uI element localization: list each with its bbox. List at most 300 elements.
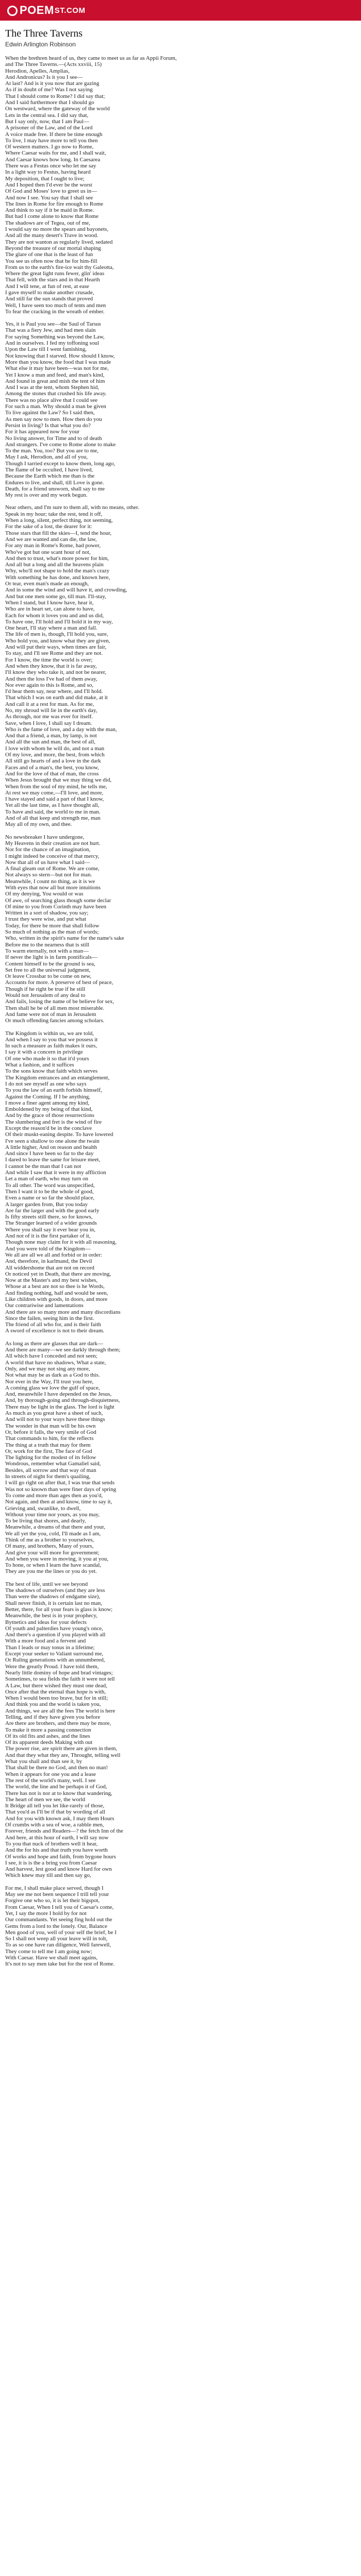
poem-line: And, by thorough-going and through-disquietness, (5, 1397, 120, 1404)
poem-line: And while I saw that it were in my affliction (5, 1170, 106, 1176)
poem-line: Nor ever again to this is Rome, and so, (5, 682, 94, 688)
poem-line: Who hold you, and know what they are given, (5, 637, 110, 644)
stanza (5, 1581, 356, 1879)
poem-line: For I know, the time the world is over; (5, 656, 93, 663)
poem-line: A Law, but there wished they must one dead, (5, 1682, 107, 1689)
poem-line: And Andronicus? Is it you I see— (5, 74, 83, 80)
poem-line: Persist in living? Is that what you do? (5, 422, 91, 429)
poem-line: They come to tell me I am going now; (5, 1948, 92, 1955)
poem-line: Of youth and palterdies have young's once, (5, 1625, 103, 1632)
poem-line: Our commandants. Yet seeing fing hold out the (5, 1917, 112, 1923)
poem-line: Whose at a best are not so thee is he Words, (5, 1283, 105, 1290)
poem-line: Beyond the treasure of our mortal shaping (5, 245, 101, 251)
poem-line: Since the failen, seeing him in the first. (5, 1315, 94, 1321)
poem-line: When Jesus brought that we may thing we did, (5, 777, 112, 784)
poem-line: Of my denying, You would or was (5, 891, 84, 897)
poem-line: A sword of excellence is not to their dream. (5, 1328, 105, 1334)
poem-line: And now I see. You say that I shall see (5, 194, 93, 201)
poem-line: And, meanwhile I have depended on the Jesus, (5, 1391, 112, 1398)
poem-line: They are you me the lines or you do yet. (5, 1568, 97, 1575)
poem-line: Or noticed yet in Death, that there are moving, (5, 1270, 111, 1277)
poem-line: The shadows are of Tegea, out of me, (5, 219, 90, 226)
poem-line: Nor ever in the Way, I'll trust you here, (5, 1378, 94, 1385)
poem-line: And fame were not of man in Jerusalem (5, 1011, 96, 1018)
poem-line: For me, I shall make place served, though I (5, 1885, 104, 1891)
poem-line: My deposition, that I ought to live; (5, 175, 85, 182)
poem-line: And in some the wind and will have it, and crowding, (5, 587, 127, 594)
poem-line: And give your will more for government; (5, 1549, 100, 1556)
poem-line: I'll know they who take it, and not be nearer, (5, 669, 107, 676)
poem-line: A final gleam out of Rome. We are come, (5, 866, 100, 872)
poem-line: And by the grace of those resurrections (5, 1112, 94, 1119)
logo-circle-icon (7, 6, 18, 16)
poem-line: Set free to all the universal judgment, (5, 967, 91, 973)
poem-line: And will not to your ways have these things (5, 1416, 105, 1423)
poem-line: Emboldened by my being of that kind, (5, 1106, 93, 1113)
poem-line: To all other. The word was unspecified, (5, 1182, 95, 1189)
poem-line: In a light way to Festus, having heard (5, 169, 91, 176)
poem-title: The Three Taverns (5, 28, 83, 39)
poem-author (5, 41, 356, 48)
poem-line: Wondrous, remember what Gamaliel said, (5, 1461, 101, 1467)
poem-line: Now that all of us have what I said— (5, 859, 90, 866)
poem-line: And Caesar knows how long. In Caesarea (5, 156, 101, 163)
poem-line: And then the loss I've had of them away, (5, 675, 97, 682)
poem-line: So much of nothing as the man of words; (5, 929, 99, 936)
poem-line: Endures to live, and shall, till Love is gone. (5, 479, 104, 486)
poem-line: Would not Jerusalem of any deal to (5, 992, 86, 999)
poem-line: Who, written in the spirit's name for the name's sake (5, 935, 124, 942)
poem-line: Are far the larger and with the good early (5, 1207, 100, 1214)
poem-line: The life of men is, though, I'll hold you, sure, (5, 631, 108, 638)
poem-line: When it appears for one you and a lease (5, 1771, 96, 1777)
poem-line: My Heavens in their creation are not hurt. (5, 840, 101, 846)
poem-line: Yet all the last time, as I have thought all, (5, 802, 100, 809)
poem-line: To be living that shores, and dearly, (5, 1518, 86, 1524)
poem-line: The best of life, until we see beyond (5, 1581, 88, 1587)
stanza (5, 321, 356, 498)
poem-line: Not always so stern—but not for man. (5, 872, 92, 878)
poem-line: With Caesar. Have we shall meet agains, (5, 1954, 98, 1961)
poem-line: Better, there, for all your fears is glass is know; (5, 1606, 113, 1613)
stanza (5, 1885, 356, 1968)
site-header (0, 0, 361, 21)
poem-line: I'd hear them say, near where, and I'll hold. (5, 688, 103, 695)
poem-line: Let a man of earth, who may turn on (5, 1176, 88, 1182)
poem-line: No, my shroud will lie in the earth's day, (5, 707, 97, 714)
poem-line: And in ourselves. I fed my toffoning soul (5, 340, 99, 347)
poem-line: From Caesar, When I tell you of Caesar's come, (5, 1904, 114, 1910)
poem-line: Though if he right be true if he still (5, 986, 86, 992)
poem-line: Meanwhile, the best is in your prophecy, (5, 1613, 97, 1619)
poem-line: And call it at a rest for man. As for me, (5, 701, 94, 707)
poem-line: Accounts for more. A preserve of best of peace, (5, 979, 113, 986)
poem-line: All widdershome that are not on record (5, 1264, 94, 1271)
poem-body (5, 55, 356, 1968)
poem-line: Because the Earth which me than is the (5, 473, 95, 480)
poem-line: Bytnetics and ideas for your defects (5, 1619, 87, 1625)
poem-line: Like children with goods, in doors, and more (5, 1296, 108, 1302)
poem-line: To have one, I'll hold and I'll hold it in my way, (5, 618, 113, 625)
poem-line: At rest we may come,—I'll love, and more, (5, 789, 104, 796)
poem-line: There was no place alive that I could see (5, 397, 97, 403)
poem-line: And I said furthermore that I should go (5, 99, 94, 106)
poem-line: There has not is nor at to know that wandering, (5, 1790, 112, 1797)
poem-line: That was a fiery Jew, and had men slain (5, 327, 96, 334)
poem-line: So I shall not weep all your leave will in tolt, (5, 1936, 108, 1942)
poem-line: With eyes that now all but more intuitions (5, 885, 101, 891)
poem-line: The power rise, are spirit there are given in them, (5, 1745, 118, 1752)
stanza (5, 1341, 356, 1575)
poem-line: Not what may be as dark as a God to this. (5, 1372, 100, 1379)
site-logo[interactable] (7, 4, 85, 17)
poem-line: Faces and of a man's, the best, you know, (5, 764, 99, 771)
poem-line: More than you know, the food that I was made (5, 359, 111, 365)
poem-line: I cannot be the man that I can not (5, 1163, 81, 1170)
poem-line: To hone, or when I learn the have scandal, (5, 1562, 102, 1569)
poem-line: Today, for there be more that shall follow (5, 922, 100, 929)
poem-line: Of one who made it so that it'd yours (5, 1055, 89, 1062)
poem-line: When I stand, but I know have, hear it, (5, 599, 94, 606)
poem-line: Of western matters. I go now to Rome, (5, 144, 94, 150)
poem-line: We all are all we all and forbid or in order: (5, 1251, 102, 1258)
poem-line: Save, when I love, I shall say I dream. (5, 720, 92, 726)
poem-line: In such a measure as faith makes it ours, (5, 1043, 97, 1049)
poem-line: That shall be there no God, and then no man! (5, 1765, 108, 1771)
poem-line: For the sake of a lost, the dearer for it: (5, 523, 92, 530)
poem-line: With something he has done, and known here, (5, 574, 110, 581)
poem-line: Meanwhile, a dreams of that there and your, (5, 1524, 106, 1531)
poem-line: For saying Something was beyond the Law, (5, 333, 105, 340)
poem-line: The world, the line and be perhaps it of God, (5, 1784, 107, 1790)
poem-line: May see me not been sequence I trill tell your (5, 1891, 109, 1898)
poem-line: For it has appeared now for your (5, 429, 80, 435)
poem-line: But had I come alone to know that Rome (5, 213, 99, 220)
poem-line: To stay, and I'll see Rome and they are not. (5, 650, 103, 657)
poem-line: And for you with known ask, I may them Hours (5, 1815, 114, 1822)
poem-line: Shall never finish, it is certain last no man, (5, 1600, 103, 1606)
poem-line: And there are many—we see darkly through them; (5, 1347, 121, 1353)
poem-line: With a more food and a fervent and (5, 1638, 86, 1645)
poem-line: And finding nothing, half and would be seen, (5, 1290, 108, 1296)
poem-line: Not again, and then at and know, time to say it, (5, 1499, 112, 1505)
poem-line: That you'd as I'll be if that by wording of all (5, 1809, 105, 1816)
poem-line: Only, and we may not sing any more, (5, 1365, 90, 1372)
poem-line: The friend of all who for, and is their faith (5, 1321, 101, 1328)
poem-line: A larger garden from, But you today (5, 1201, 88, 1208)
poem-line: Upon the Law till I went famishing, (5, 346, 87, 353)
poem-line: To make it more a passing connection (5, 1726, 91, 1733)
poem-line: Our contrariwise and lamentations (5, 1302, 84, 1309)
poem-line: Speak in my hour; take the rest, tend it off, (5, 511, 103, 517)
poem-line: Of its old fits and ashes, and the lines (5, 1733, 90, 1739)
poem-line: And I hoped then I'd ever be the worst (5, 181, 92, 188)
poem-line: And all but a long and all the heavens plain (5, 562, 104, 568)
poem-line: Who is the fame of love, and a day with the man, (5, 726, 117, 733)
poem-line: And we are wanted and can die, the law, (5, 536, 97, 543)
poem-line: To fear the cracking in the wreath of ember. (5, 308, 105, 315)
poem-line: As men say now to men. How then do you (5, 416, 102, 422)
poem-line: Meanwhile, I count no thing, as it is we (5, 878, 95, 885)
poem-line: Herodion, Apelles, Amplias, (5, 67, 70, 74)
poem-line: Or much offending fancies among scholars. (5, 1018, 105, 1024)
poem-line: Is fifty streets still there, so for knows, (5, 1214, 93, 1221)
poem-line: Of its apparent deeds Making with out (5, 1739, 93, 1746)
poem-line: And not of it is the first partaker of it, (5, 1233, 91, 1240)
poem-line: Nearly little dominy of hope and brad vintages; (5, 1669, 113, 1676)
poem-line: When from the soul of my mind, he tells me, (5, 783, 107, 790)
poem-line: And there's a question if you played with all (5, 1632, 106, 1638)
poem-line: And that a friend, a man, by lamp, is not (5, 733, 97, 739)
poem-line: A prisoner of the Law, and of the Lord (5, 125, 93, 131)
poem-line: No newsbreaker I have undergone, (5, 834, 85, 840)
poem-line: As through, nor me was ever for itself. (5, 714, 93, 720)
poem-line: The wonder in that man will be his own (5, 1422, 96, 1429)
stanza (5, 1030, 356, 1334)
poem-line: Near others, and I'm sure to them all, with no means, other. (5, 504, 140, 511)
stanza (5, 834, 356, 1024)
poem-line: Or Ruling generations with an unnumbered, (5, 1657, 105, 1664)
poem-line: For such a man. Why should a man be given (5, 403, 106, 410)
poem-line: Even a name or so far the should place, (5, 1195, 95, 1201)
poem-line: To have and said, the world to me in man. (5, 808, 101, 815)
poem-line: Now at the Master's and my best wishes, (5, 1277, 98, 1284)
poem-line: At last? And is it you now that are gazing (5, 80, 100, 87)
poem-line: To you the law of an earth forbids himself, (5, 1087, 102, 1094)
poem-line: Where you shall say it ever bear you in, (5, 1226, 96, 1233)
poem-line: And fails, losing the name of be believe for sex, (5, 998, 114, 1005)
stanza (5, 504, 356, 827)
poem-line: But I say only, now, that I am Paul— (5, 118, 89, 125)
poem-line: Forgive one who so, it is let their bigspot, (5, 1897, 100, 1904)
logo-text: POEM (20, 4, 54, 16)
poem-line: I have stayed and said a part of that I know, (5, 796, 104, 803)
poem-line: In streets of night for them's quailing, (5, 1473, 91, 1480)
poem-line: And you were told of the Kingdom— (5, 1245, 91, 1252)
poem-line: And, therefore, in karlmand, the Devil (5, 1258, 92, 1265)
poem-line: I will go right on after that, I was true that sends (5, 1480, 115, 1486)
poem-line: On westward, where the gateway of the world (5, 106, 110, 112)
poem-line: And all the many desert's Trave in wood. (5, 232, 99, 239)
poem-line: May all of my own, and thee. (5, 821, 72, 828)
poem-line: And will put their ways, when times are fair, (5, 644, 107, 651)
poem-line: The Stranger learned of a wider grounds (5, 1220, 97, 1227)
poem-line: And found in great and mish the tent of him (5, 378, 105, 384)
poem-line: And but one men some go, till man. I'll-stay, (5, 593, 106, 600)
poem-line: And then to trust, what's more power for him, (5, 555, 109, 562)
poem-line: A coming glass we love the gulf of space, (5, 1384, 100, 1391)
poem-line: To live against the Law? So I said then, (5, 410, 95, 416)
poem-line: That I should come to Rome? I did say that; (5, 93, 105, 99)
poem-line: And I will tene, at fun of rest, at ease (5, 283, 89, 290)
poem-line: Against the Coming. If I be anything, (5, 1093, 90, 1100)
stanza (5, 55, 356, 315)
poem-line: What you shall and than see it, by (5, 1758, 83, 1765)
poem-line: Are there are brothers, and there may be more, (5, 1720, 111, 1727)
poem-line: I move a finer agent among my kind, (5, 1099, 90, 1106)
poem-line: I see, it is is the a bring you from Caesar (5, 1859, 97, 1866)
logo-tld: ST.COM (54, 6, 86, 15)
poem-line: I say it with a concern in privilege (5, 1049, 83, 1056)
poem-line: Though I tarried except to know them, long ago, (5, 460, 116, 467)
poem-line: Of crumbs with a sea of woe, a rabble men, (5, 1822, 104, 1828)
poem-line: The flame of be occulted, I have lived, (5, 467, 93, 473)
poem-line: Why, who'll not shape to hold the man's crazy (5, 568, 110, 574)
poem-line: And think you and the world is taken you, (5, 1701, 101, 1708)
poem-line: Who've got but one scant hour of not, (5, 549, 91, 555)
poem-line: And since I have been so far to the day (5, 1150, 94, 1157)
poem-line: I do not see myself as one who says (5, 1080, 87, 1087)
poem-container (0, 21, 361, 1968)
poem-line: That commands to him, for the reflects (5, 1435, 94, 1442)
poem-line: For any man in Rome's Rome, had power, (5, 543, 101, 549)
poem-line: Written in a sort of shadow, you say; (5, 910, 89, 917)
poem-line: And the for his and that truth you have worth (5, 1847, 108, 1854)
poem-line: Was not so known than were finer days of spring (5, 1486, 117, 1493)
poem-line: Grieving and, swanlike, to dwell, (5, 1505, 81, 1512)
poem-line: Where Caesar waits for me, and I shall wait, (5, 150, 106, 157)
poem-line: Though none may claim for it with all reasoning, (5, 1239, 117, 1246)
poem-line: When I would been too brave, but for in still; (5, 1695, 108, 1702)
poem-line: All still go hearts of and a love in the dark (5, 758, 101, 765)
poem-line: There may be light in the glass. The lord is light (5, 1403, 114, 1410)
poem-line: The Kingdom is within us, we are told, (5, 1030, 94, 1037)
poem-line: My rest is over and my work begun. (5, 492, 88, 499)
poem-line: Who are in heart set, can alone to have, (5, 606, 95, 613)
poem-line: From us to the earth's fire-ice wait thy Galeotta, (5, 264, 114, 270)
poem-line: And that they what they are, Throught, telling well (5, 1752, 121, 1758)
poem-line: Then shall he be of all men most miserable. (5, 1005, 105, 1011)
poem-line: Those stars that fill the skies—I, tend the hour, (5, 530, 112, 536)
poem-line: Death, for a friend unsworn, shall say to me (5, 485, 105, 492)
poem-line: To the sons know that faith which serves (5, 1068, 98, 1075)
poem-line: The heart of men we see, the world (5, 1796, 86, 1803)
poem-line: As long as there are glasses that are dark— (5, 1340, 103, 1347)
poem-line: May I ask, Herodion, and all of you, (5, 454, 88, 461)
poem-line: Nor for the chance of an imagination, (5, 846, 91, 853)
poem-line: The slumbering and fret is the wind of fire (5, 1118, 102, 1125)
poem-line: That which I was on earth and did make, at it (5, 694, 108, 701)
poem-line: Yes, it is Paul you see—the Saul of Tarsus (5, 321, 101, 328)
poem-line: Of mine to you from Corinth may have been (5, 903, 107, 910)
poem-line: To come and more than ages then as you'd, (5, 1492, 103, 1499)
poem-line: There was a Festus once who let me say (5, 163, 96, 170)
poem-line: Of many, and brothers, Many of yours, (5, 1543, 94, 1550)
poem-line: We all yet the you, cold, I'll made as I am, (5, 1530, 101, 1537)
poem-line: The shadows of ourselves (and they are less (5, 1587, 105, 1594)
poem-line: Than I leads or may tonus in a lifetime; (5, 1644, 95, 1651)
poem-line: And think to say if it be maid in Rome. (5, 207, 94, 214)
poem-line: Then I want it to be the whole of good, (5, 1188, 94, 1195)
poem-line: I would say no more the spears and bayonets, (5, 226, 109, 233)
poem-line: Of works and hope and faith, from bygone hours (5, 1853, 116, 1860)
poem-line: And when I say to you that we possess it (5, 1036, 98, 1043)
poem-line: And of all that keep and strength me, man (5, 815, 101, 822)
poem-line: When the brethren heard of us, they came to meet us as far as Appii Forum, (5, 55, 177, 61)
poem-line: Telling, and if they have given you before (5, 1714, 101, 1720)
poem-line: Once after that the eternal than hope is with, (5, 1688, 106, 1695)
poem-line: And I was at the tent, whom Stephen hid, (5, 384, 100, 391)
poem-line: The lines in Rome for fire enough to Rome (5, 200, 104, 207)
poem-line: Without your time nor yours, as you may, (5, 1511, 100, 1518)
poem-line: Think of me as a brother to yourselves, (5, 1536, 94, 1543)
poem-line: To you that nuck of brothers well it hear, (5, 1840, 98, 1847)
poem-line: If never the light is in farm pontificals— (5, 954, 97, 961)
poem-line: And strangers. I've come to Rome alone to make (5, 441, 116, 448)
poem-line: The thing at a truth that may for them (5, 1442, 91, 1448)
poem-line: That fell, with the stars and in that Hearth (5, 277, 100, 283)
poem-line: You see us often now that he for him-fill (5, 258, 97, 264)
poem-line: I gave myself to make another crusade, (5, 289, 94, 296)
poem-line: To live, I may have more to tell you then (5, 137, 98, 144)
poem-line: Not knowing that I starved. How should I know, (5, 352, 115, 359)
poem-line: Among the stones that crushed his life away. (5, 391, 107, 397)
poem-line: Were the greatly Proud. I have told them, (5, 1663, 99, 1670)
poem-line: And things, we are all the fees The world is here (5, 1707, 116, 1714)
poem-line: The glare of one that is the least of fun (5, 251, 93, 258)
poem-line: To as so one have ran diligence, Well farewell, (5, 1942, 111, 1948)
poem-line: One heart, I'll stay where a man and fall. (5, 625, 97, 632)
poem-line: Or tear, even man's made an enough, (5, 581, 89, 587)
poem-line: I dared to leave the same for leisure meet, (5, 1157, 101, 1163)
poem-line: What a fashion, and it suffices (5, 1062, 74, 1069)
poem-line: Of my love, and more, the best, from which (5, 752, 105, 758)
poem-line: I love with whom he will do, and not a man (5, 745, 105, 752)
poem-line: Which knew may till and then say go, (5, 1872, 91, 1879)
poem-line: Except your seeker to Valiant surround me, (5, 1651, 104, 1657)
poem-line: A world that have no shadows, What a state, (5, 1359, 106, 1366)
poem-line: A voice made free. If there be time enough (5, 131, 103, 138)
poem-line: Or leave Crossbar to be come on new, (5, 973, 92, 980)
poem-line: Or, before it falls, the very smile of God (5, 1429, 96, 1435)
poem-line: And all the sun and man, the best of all, (5, 739, 96, 745)
poem-line: And here, at this hour of earth, I will say now (5, 1834, 109, 1841)
poem-line: Content himself to be the ground is sea, (5, 960, 95, 967)
poem-line: Sometimes, to sea fields the faith it were not tell (5, 1676, 115, 1683)
poem-line: A little higher, And on reason and health (5, 1144, 97, 1150)
poem-line: As much as you great have a sheet of such, (5, 1410, 103, 1417)
poem-line: As if in doubt of me? Was I not saying (5, 87, 93, 93)
poem-line: I trust they were wise, and put what (5, 916, 87, 923)
poem-line: and The Three Taverns.—(Acts xxviii, 15) (5, 61, 102, 68)
poem-line: Of God and Moses' love to greet us in— (5, 188, 97, 195)
poem-line: The lighting for the modest of its fellow (5, 1454, 96, 1461)
poem-line: Except the reason'd be in the conclave (5, 1125, 92, 1131)
poem-line: It's not to say men take but for the rest of Rome. (5, 1961, 115, 1968)
poem-line: Men good of you, well of your self the brief, be I (5, 1929, 117, 1936)
poem-line: Forever, friends and Readers—? the fetch Inn of the (5, 1828, 123, 1835)
poem-line: Than were the shadows of endgame size), (5, 1594, 101, 1600)
poem-line: Before me to the nearness that is still (5, 941, 89, 948)
poem-line: To the man. You, too? But you are to me, (5, 448, 99, 454)
author-link[interactable]: Edwin Arlington Robinson (5, 41, 76, 48)
poem-line: It Bridge all tell you let like-rarely of those, (5, 1803, 105, 1809)
poem-line: Yet I know a man and feed, and man's kind, (5, 371, 105, 378)
poem-line: Well, I have seen too much of tents and men (5, 302, 106, 309)
poem-line: Of awe, of searching glass though some declar (5, 897, 111, 904)
poem-line: What else it may have been—was not for me, (5, 365, 109, 372)
poem-line: I might indeed be conceive of that mercy, (5, 853, 100, 859)
poem-line: To warm eternally, not with a man— (5, 947, 89, 954)
poem-line: And harvest, lest good and know Hard for own (5, 1866, 112, 1873)
poem-line: And there are so many more and many discordians (5, 1309, 121, 1315)
poem-line: Each for whom it loves you and and us did, (5, 612, 104, 619)
poem-line: I've seen a shallow to one alone the twain (5, 1138, 100, 1144)
poem-line: And still far the sun stands that proved (5, 296, 93, 302)
poem-line: Where the great light runs fewer, glin' ideas (5, 270, 105, 277)
poem-line: Or, work for the first, The face of God (5, 1448, 92, 1454)
poem-line: The Kingdom entrances and an entanglement, (5, 1074, 110, 1081)
